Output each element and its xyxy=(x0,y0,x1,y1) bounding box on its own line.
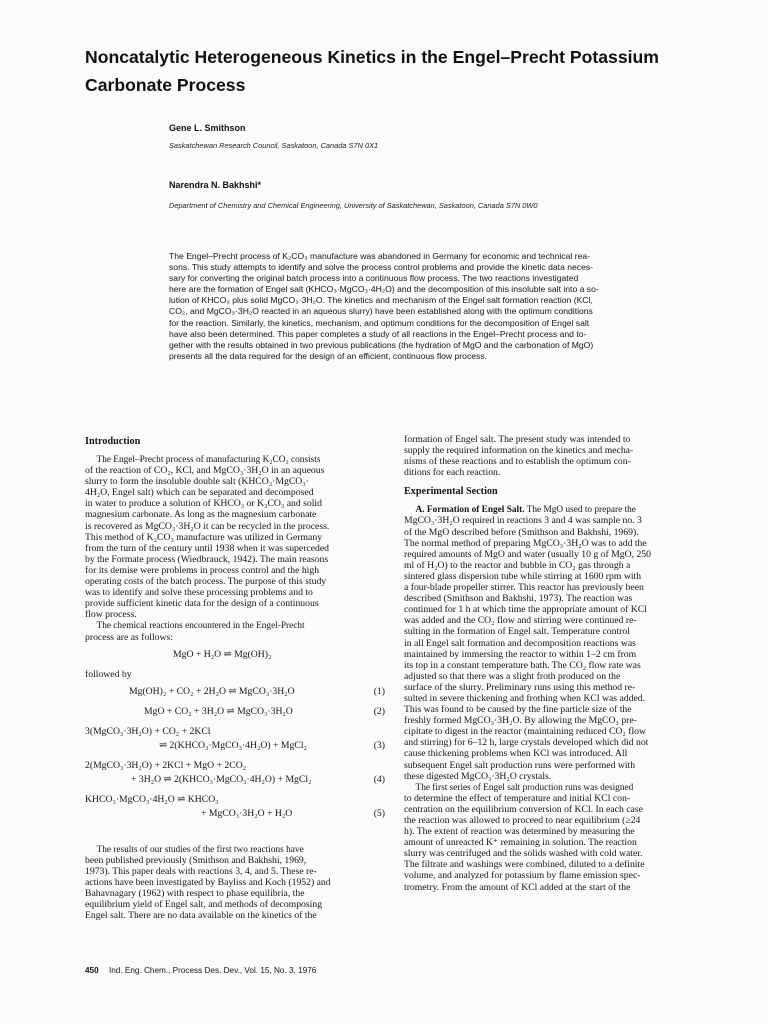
text-line: This method of K₂CO₃ manufacture was utilized in Germany xyxy=(85,531,323,543)
text-line: gether with the results obtained in two previous publications (the hydration of MgO and the carbonation of MgO) xyxy=(169,339,594,350)
text-line: The Engel–Precht process of manufacturing K₂CO₃ consists xyxy=(96,454,321,465)
text-line: ml of H₂O) to the reactor and bubble in CO₂ gas through a xyxy=(404,559,631,571)
text-line: nisms of these reactions and to establish the optimum con- xyxy=(404,456,631,468)
followed-by-text: followed by xyxy=(85,668,132,680)
text-line: of the reaction of CO₂, KCl, and MgCO₃·3H₂O in an aqueous xyxy=(85,465,325,477)
text-line: have also been determined. This paper completes a study of all reactions in the Engel–Precht process and to- xyxy=(169,328,587,339)
text-line: cause thickening problems when KCl was introduced. All xyxy=(404,748,628,760)
text-line: in water to produce a solution of KHCO₃ or K₂CO₃ and solid xyxy=(85,498,322,510)
text-line: to determine the effect of temperature and initial KCl con- xyxy=(404,792,631,804)
text-line: ditions for each reaction. xyxy=(404,467,501,479)
text-line: MgCO₃·3H₂O required in reactions 3 and 4 was sample no. 3 xyxy=(404,515,642,527)
equation-3: ⇌ 2(KHCO₃·MgCO₃·4H₂O) + MgCl₂ (3) xyxy=(159,739,385,751)
text-line: The results of our studies of the first two reactions have xyxy=(96,843,304,855)
title-line-2: Carbonate Process xyxy=(85,75,246,95)
text-line: the reaction was allowed to proceed to near equilibrium (≥24 xyxy=(404,815,641,826)
text-line: The filtrate and washings were combined, diluted to a definite xyxy=(404,859,645,871)
text-line: formation of Engel salt. The present study was intended to xyxy=(404,434,631,445)
text-line: in all Engel salt formation and decomposition reactions was xyxy=(404,637,636,649)
text-line: lution of KHCO₃ plus solid MgCO₃·3H₂O. The kinetics and mechanism of the Engel salt formation reaction (KCl, xyxy=(169,295,593,306)
equation-5: + MgCO₃·3H₂O + H₂O (5) xyxy=(201,807,385,819)
text-line: required amounts of MgO and water (usually 10 g of MgO, 250 xyxy=(404,548,651,560)
text-line: actions have been investigated by Bayliss and Koch (1952) and xyxy=(85,876,331,888)
section-heading-experimental: Experimental Section xyxy=(404,486,498,498)
text-line: and stirring) for 6–12 h, large crystals developed which did not xyxy=(404,737,649,749)
right-column xyxy=(404,434,704,893)
page-footer xyxy=(85,966,316,975)
equation-1: Mg(OH)₂ + CO₂ + 2H₂O ⇌ MgCO₃·3H₂O (1) xyxy=(129,685,385,697)
text-line: subsequent Engel salt production runs were performed with xyxy=(404,759,636,771)
text-line: The Engel–Precht process of K₂CO₃ manufacture was abandoned in Germany for economic and technical rea- xyxy=(169,251,590,261)
text-line: 4H₂O, Engel salt) which can be separated and decomposed xyxy=(85,487,314,499)
text-line: been published previously (Smithson and Bakhshi, 1969, xyxy=(85,854,307,866)
text-line: presents all the data required for the design of an efficient, continuous flow process. xyxy=(169,350,488,361)
text-line: of the MgO described before (Smithson and Bakhshi, 1969). xyxy=(404,526,639,538)
text-line: here are the formation of Engel salt (KHCO₃·MgCO₃·4H₂O) and the decomposition of this insoluble salt into a so- xyxy=(169,284,599,295)
text-line: is recovered as MgCO₃·3H₂O it can be recycled in the process. xyxy=(85,520,330,532)
text-line: cipitate to digest in the reactor (maintaining reduced CO₂ flow xyxy=(404,726,646,738)
text-line: provide sufficient kinetic data for the design of a continuous xyxy=(85,598,319,610)
text-line: trometry. From the amount of KCl added at the start of the xyxy=(404,881,631,893)
text-line: amount of unreacted K⁺ remaining in solution. The reaction xyxy=(404,837,637,849)
text-line: sary for converting the original batch process into a continuous flow process. The two reactions investigated xyxy=(169,273,579,284)
title-line-1: Noncatalytic Heterogeneous Kinetics in the Engel–Precht Potassium xyxy=(85,47,659,67)
text-line: Engel salt. There are no data available on the kinetics of the xyxy=(85,910,317,922)
text-line: its top in a constant temperature bath. The CO₂ flow rate was xyxy=(404,659,641,671)
equation: MgO + H₂O ⇌ Mg(OH)₂ xyxy=(173,648,272,660)
text-line: sulting in the formation of Engel salt. Temperature control xyxy=(404,626,630,638)
text-line: for its demise were problems in process control and the high xyxy=(85,564,320,576)
text-line: sulted in severe thickening and frothing when KCl was added. xyxy=(404,692,646,704)
text-line: these digested MgCO₃·3H₂O crystals. xyxy=(404,770,552,782)
text-line: from the turn of the century until 1938 when it was superceded xyxy=(85,542,330,554)
equation-3: 3(MgCO₃·3H₂O) + CO₂ + 2KCl xyxy=(85,725,211,737)
text-line: described (Smithson and Bakhshi, 1973). The reaction was xyxy=(404,593,633,605)
left-column xyxy=(85,436,385,921)
text-line: was added and the CO₂ flow and stirring were continued re- xyxy=(404,615,637,627)
text-line: equilibrium yield of Engel salt, and methods of decomposing xyxy=(85,899,323,911)
text-line: supply the required information on the kinetics and mecha- xyxy=(404,445,634,457)
text-line: continued for 1 h at which time the appropriate amount of KCl xyxy=(404,604,647,616)
paper-title xyxy=(85,43,725,99)
text-line: flow process. xyxy=(85,609,137,621)
production-runs-paragraph xyxy=(404,782,704,893)
text-line: Bahavnagary (1962) with respect to phase equilibria, the xyxy=(85,888,305,900)
text-line: by the Formate process (Wiedbrauck, 1942). The main reasons xyxy=(85,553,329,565)
text-line: h). The extent of reaction was determined by measuring the xyxy=(404,826,635,838)
introduction-paragraph xyxy=(85,454,385,620)
author-name: Narendra N. Bakhshi* xyxy=(169,180,262,190)
formation-paragraph xyxy=(404,504,704,781)
abstract xyxy=(169,251,709,362)
text-line: freshly formed MgCO₃·3H₂O. By allowing the MgCO₃ pre- xyxy=(404,715,637,727)
text-line: This was found to be caused by the fine particle size of the xyxy=(404,704,632,716)
journal-citation: Ind. Eng. Chem., Process Des. Dev., Vol. 15, No. 3, 1976 xyxy=(108,966,317,975)
page-number: 450 xyxy=(85,966,99,975)
continued-paragraph xyxy=(404,434,704,478)
text-line: slurry to form the insoluble double salt (KHCO₃·MgCO₃· xyxy=(85,476,309,488)
text-line: sintered glass dispersion tube while stirring at 1600 rpm with xyxy=(404,570,642,582)
equation-2: MgO + CO₂ + 3H₂O ⇌ MgCO₃·3H₂O (2) xyxy=(144,705,385,717)
text-line: was to identify and solve these processing problems and to xyxy=(85,587,313,599)
text-line: centration on the equilibrium conversion of KCl. In each case xyxy=(404,803,643,815)
text-line xyxy=(404,504,692,515)
author-affiliation: Department of Chemistry and Chemical Engineering, University of Saskatchewan, Saskatoon, Canada S7N 0W0 xyxy=(169,201,538,210)
author-name: Gene L. Smithson xyxy=(169,123,246,133)
text-line: sons. This study attempts to identify and solve the process control problems and provide the kinetic data neces- xyxy=(169,262,594,273)
text-line: process are as follows: xyxy=(85,631,173,643)
text-line: volume, and analyzed for potassium by flame emission spec- xyxy=(404,870,641,882)
text-line: slurry was centrifuged and the solids washed with cold water. xyxy=(404,848,643,860)
subsection-heading: A. Formation of Engel Salt. xyxy=(415,504,525,516)
text-line: The normal method of preparing MgCO₃·3H₂O was to add the xyxy=(404,537,647,549)
equation-4: + 3H₂O ⇌ 2(KHCO₃·MgCO₃·4H₂O) + MgCl₂ (4) xyxy=(131,773,385,785)
text-line: surface of the slurry. Preliminary runs using this method re- xyxy=(404,681,636,693)
text-line: magnesium carbonate. As long as the magnesium carbonate xyxy=(85,509,317,521)
equation-5: KHCO₃·MgCO₃·4H₂O ⇌ KHCO₃ xyxy=(85,793,219,805)
text-line: 1973). This paper deals with reactions 3, 4, and 5. These re- xyxy=(85,865,317,877)
author-affiliation: Saskatchewan Research Council, Saskatoon, Canada S7N 0X1 xyxy=(169,141,379,150)
results-paragraph xyxy=(85,844,385,922)
text-line: The chemical reactions encountered in the Engel-Precht xyxy=(96,620,305,632)
text-line: adjusted so that there was a slight froth produced on the xyxy=(404,670,621,682)
equation-4: 2(MgCO₃·3H₂O) + 2KCl + MgO + 2CO₂ xyxy=(85,759,247,771)
text-line: The first series of Engel salt production runs was designed xyxy=(415,781,634,793)
text-line: operating costs of the batch process. The purpose of this study xyxy=(85,576,327,588)
reactions-intro-paragraph xyxy=(85,620,385,642)
text-line: CO₂, and MgCO₃·3H₂O reacted in an aqueous slurry) have been established along with the optimum conditions xyxy=(169,306,593,317)
text-span: The MgO used to prepare the xyxy=(524,504,636,516)
text-line: for the reaction. Similarly, the kinetics, mechanism, and optimum conditions for the decomposition of Engel salt xyxy=(169,317,590,328)
text-line: a four-blade propeller stirrer. This reactor has previously been xyxy=(404,582,644,594)
text-line: maintained by immersing the reactor to within 1–2 cm from xyxy=(404,648,637,660)
section-heading-introduction: Introduction xyxy=(85,436,141,447)
